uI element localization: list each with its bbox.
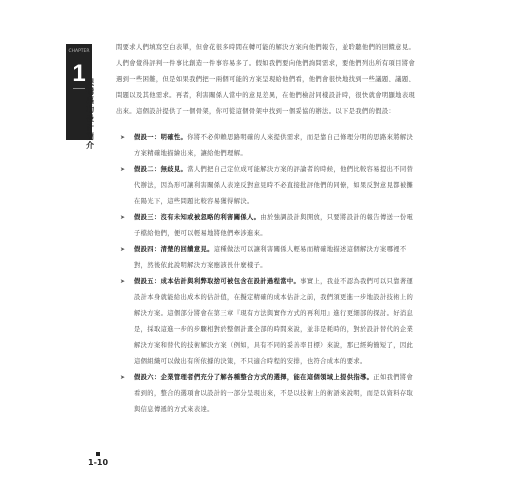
assumption-text: 你將不必仰賴思路明確的人來提供需求，而是靠自己條理分明的思路來將解決方案精確地描繪出來，讓給他們理解。 xyxy=(134,134,414,157)
chapter-title-char: 動 xyxy=(86,105,94,114)
chapter-title-char: 設 xyxy=(86,114,94,123)
assumption-list xyxy=(116,130,416,418)
bullet-arrow-icon: ➤ xyxy=(120,166,126,173)
assumption-item xyxy=(116,210,416,242)
bullet-arrow-icon: ➤ xyxy=(120,134,126,141)
page-number xyxy=(88,452,108,467)
chapter-label: CHAPTER xyxy=(68,49,90,54)
chapter-title-char: 計 xyxy=(86,123,94,132)
main-text xyxy=(116,40,416,418)
bullet-arrow-icon: ➤ xyxy=(120,214,126,221)
bullet-arrow-icon: ➤ xyxy=(120,374,126,381)
assumption-text: 由於強調設計與開放，只要將設計的報告傳送一份電子檔給他們，便可以輕易地將他們牽涉進來。 xyxy=(134,214,414,237)
assumption-heading: 假設一：明確性。 xyxy=(134,134,188,141)
assumption-item xyxy=(116,274,416,370)
assumption-item xyxy=(116,242,416,274)
assumption-heading: 假設五：成本估計與利弊取捨可被包含在設計過程當中。 xyxy=(134,278,301,285)
assumption-item xyxy=(116,162,416,210)
chapter-title xyxy=(86,78,94,150)
assumption-heading: 假設四：清楚的回饋意見。 xyxy=(134,246,214,253)
bullet-arrow-icon: ➤ xyxy=(120,246,126,253)
chapter-title-char: 介 xyxy=(86,141,94,150)
chapter-title-char: 簡 xyxy=(86,132,94,141)
chapter-title-char: 構 xyxy=(86,87,94,96)
assumption-heading: 假設二：無歧見。 xyxy=(134,166,188,173)
chapter-number: 1 xyxy=(72,60,86,87)
assumption-text: 事實上，我並不認為我們可以只靠著運設計本身就能給出成本的估計值，在擬定精確的成本估計之前，我們須更進一步地設計技術上的解決方案。這個部分將會在第三章『現有方法與實作方式的再利用』進行更細部的探討。好消息是，採取這進一步的步驟相對於整個計畫全部的時間來說，並非是耗時的，對於設計替代的企業解決方案和替代的技術解決方案（例如，具有不同的妥善率目標）來說，那已經夠簡短了，因此這個組織可以做出有所依據的決策，不只適合時程的安排，也符合成本的要求。 xyxy=(134,278,414,365)
assumption-heading: 假設三：沒有未知或被忽略的利害關係人。 xyxy=(134,214,261,221)
page-marker xyxy=(96,452,100,456)
assumption-text: 這種做法可以讓利害關係人輕易而精確地描述這個解決方案哪裡不對，然後依此說明解決方案應該長什麼樣子。 xyxy=(134,246,407,269)
chapter-title-char: 架 xyxy=(86,78,94,87)
assumption-item xyxy=(116,130,416,162)
assumption-text: 正如我們將會看到的，整合的選項會以設計的一部分呈現出來，不是以技術上的術語來說明，而是以資料存取與信息傳遞的方式來表達。 xyxy=(134,374,414,413)
page-number-text: 1-10 xyxy=(88,458,109,467)
chapter-divider xyxy=(73,88,85,89)
assumption-text: 當人們把自己定位成可能解決方案的評論者的時候，他們比較容易提出不同替代辦法，因為形可讓利害關係人表達反對意見時不必直接批評他們的同僚，如果反對意見都被攤在陽光下，這些問題比較容易獲得解決。 xyxy=(134,166,414,205)
chapter-title-char: 驅 xyxy=(86,96,94,105)
bullet-arrow-icon: ➤ xyxy=(120,278,126,285)
assumption-item xyxy=(116,370,416,418)
assumption-heading: 假設六：企業管理者們充分了解各種整合方式的選擇，能在這個領域上提供指導。 xyxy=(134,374,374,381)
intro-paragraph: 間要求人們填寫空白表單，但會花很多時間在轉可能的解決方案向他們報告，並聆聽他們的回饋意見。人們會覺得評判一件事比創造一件事容易多了。假如我們要向他們詢問需求，要他們列出所有項目將會遇到一些困難，但是如果我們把一兩個可能的方案呈現給他們看，他們會很快地找到一些議題、議題、問題以及其他需求。再者，利害關係人當中的意見差異，在他們檢討同樣設計時，很快就會明顯地表現出來。這個設計提供了一個骨架，你可從這個骨架中找到一個妥協的辦法。以下是我們的假設： xyxy=(116,44,416,115)
